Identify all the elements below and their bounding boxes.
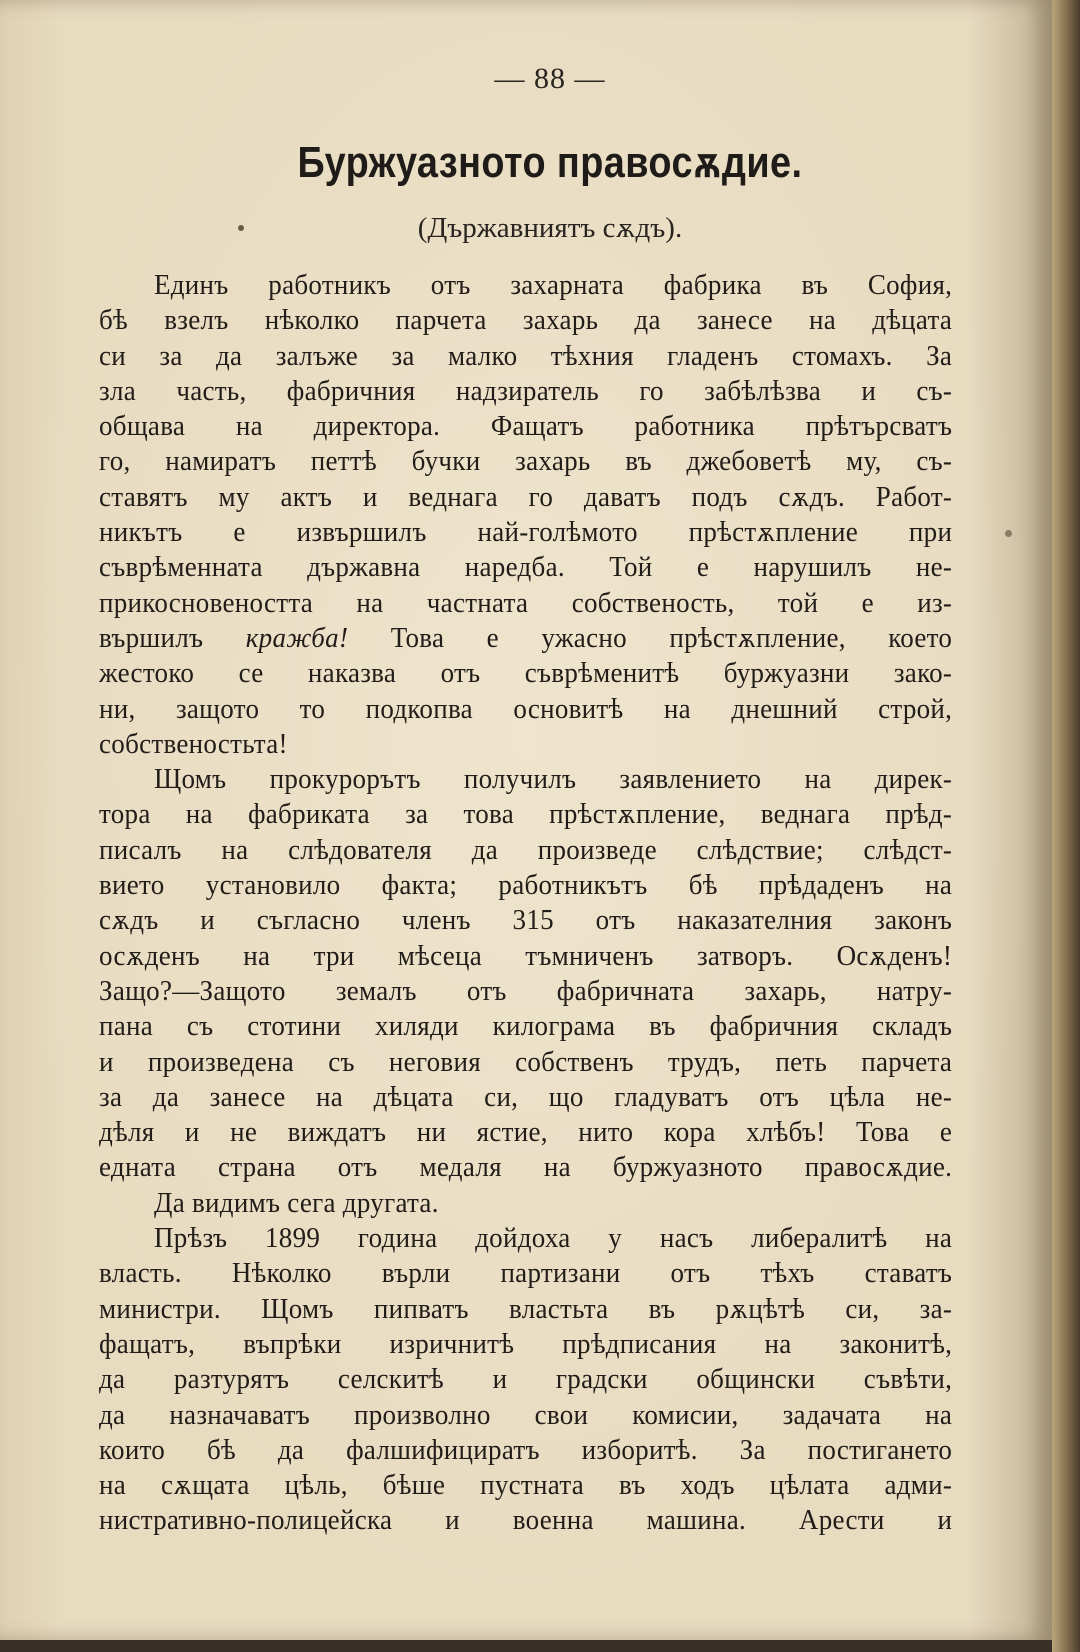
text-line: съврѣменната държавна наредба. Той е нарушилъ не- — [99, 552, 953, 584]
text-line: ставятъ му актъ и веднага го даватъ подъ сѫдъ. Работ- — [99, 481, 953, 513]
text-line: писалъ на слѣдователя да произведе слѣдствие; слѣдст- — [99, 834, 953, 866]
text-line: собственостьта! — [99, 728, 288, 760]
page-number: — 88 — — [494, 62, 606, 95]
text-line: за да занесе на дѣцата си, що гладуватъ отъ цѣла не- — [99, 1081, 953, 1113]
text-line: да разтурятъ селскитѣ и градски общински съвѣти, — [99, 1364, 953, 1396]
page-edge-shadow — [1052, 0, 1080, 1652]
ink-speck — [1005, 530, 1012, 537]
text-line: фащатъ, въпрѣки изричнитѣ прѣдписания на законитѣ, — [99, 1328, 953, 1360]
text-line: сѫдъ и съгласно членъ 315 отъ наказателния законъ — [99, 905, 953, 937]
text-line-with-italic — [99, 621, 952, 656]
text-line: които бѣ да фалшифициратъ изборитѣ. За постигането — [99, 1434, 953, 1466]
body-text — [99, 268, 952, 1539]
italic-word: кражба! — [245, 622, 349, 654]
text-line: жестоко се наказва отъ съврѣменитѣ буржуазни зако- — [99, 658, 953, 690]
text-line: Защо?—Защото земалъ отъ фабричната захарь, натру- — [99, 975, 953, 1007]
text-line: никътъ е извършилъ най-голѣмото прѣстѫпление при — [99, 517, 953, 549]
text-line: едната страна отъ медаля на буржуазното правосѫдие. — [99, 1152, 953, 1184]
text-run: вършилъ — [99, 622, 246, 654]
text-line: общава на директора. Фащатъ работника прѣтърсватъ — [99, 411, 953, 443]
text-line: на сѫщата цѣль, бѣше пустната въ ходъ цѣлата адми- — [99, 1470, 953, 1502]
text-line: зла часть, фабричния надзиратель го забѣлѣзва и съ- — [99, 375, 953, 407]
text-line: пана съ стотини хиляди килограма въ фабричния складъ — [99, 1011, 953, 1043]
text-line: Щомъ прокурорътъ получилъ заявлението на дирек- — [153, 764, 953, 796]
text-line: го, намиратъ петтѣ бучки захарь въ джебоветѣ му, съ- — [99, 446, 953, 478]
text-line: Да видимъ сега другата. — [153, 1187, 439, 1219]
text-line: прикосновеността на частната собственость, той е из- — [99, 587, 953, 619]
text-line: осѫденъ на три мѣсеца тъмниченъ затворъ. Осѫденъ! — [99, 940, 953, 972]
text-line: министри. Щомъ пипватъ властьта въ рѫцѣтѣ си, за- — [99, 1293, 953, 1325]
text-line: тора на фабриката за това прѣстѫпление, веднага прѣд- — [99, 799, 953, 831]
chapter-title: Буржуазното правосѫдие. — [297, 138, 803, 187]
text-line: си за да залъже за малко тѣхния гладенъ стомахъ. За — [99, 340, 953, 372]
text-run: Това е ужасно прѣстѫпление, което — [348, 622, 953, 654]
text-line: ни, защото то подкопва основитѣ на днешний строй, — [99, 693, 953, 725]
text-line: вието установило факта; работникътъ бѣ прѣдаденъ на — [99, 870, 953, 902]
text-line: дѣля и не виждатъ ни ястие, нито кора хлѣбъ! Това е — [99, 1117, 953, 1149]
chapter-subtitle: (Държавниятъ сѫдъ). — [417, 212, 683, 244]
text-line: Прѣзъ 1899 година дойдоха у насъ либералитѣ на — [153, 1223, 953, 1255]
text-line: бѣ взелъ нѣколко парчета захарь да занесе на дѣцата — [99, 305, 953, 337]
text-line: Единъ работникъ отъ захарната фабрика въ София, — [153, 270, 953, 301]
text-line: да назначаватъ произволно свои комисии, задачата на — [99, 1399, 953, 1431]
text-line: и произведена съ неговия собственъ трудъ, петь парчета — [99, 1046, 953, 1078]
text-line: нистративно-полицейска и военна машина. Арести и — [99, 1505, 953, 1537]
text-line: власть. Нѣколко върли партизани отъ тѣхъ ставатъ — [99, 1258, 953, 1290]
